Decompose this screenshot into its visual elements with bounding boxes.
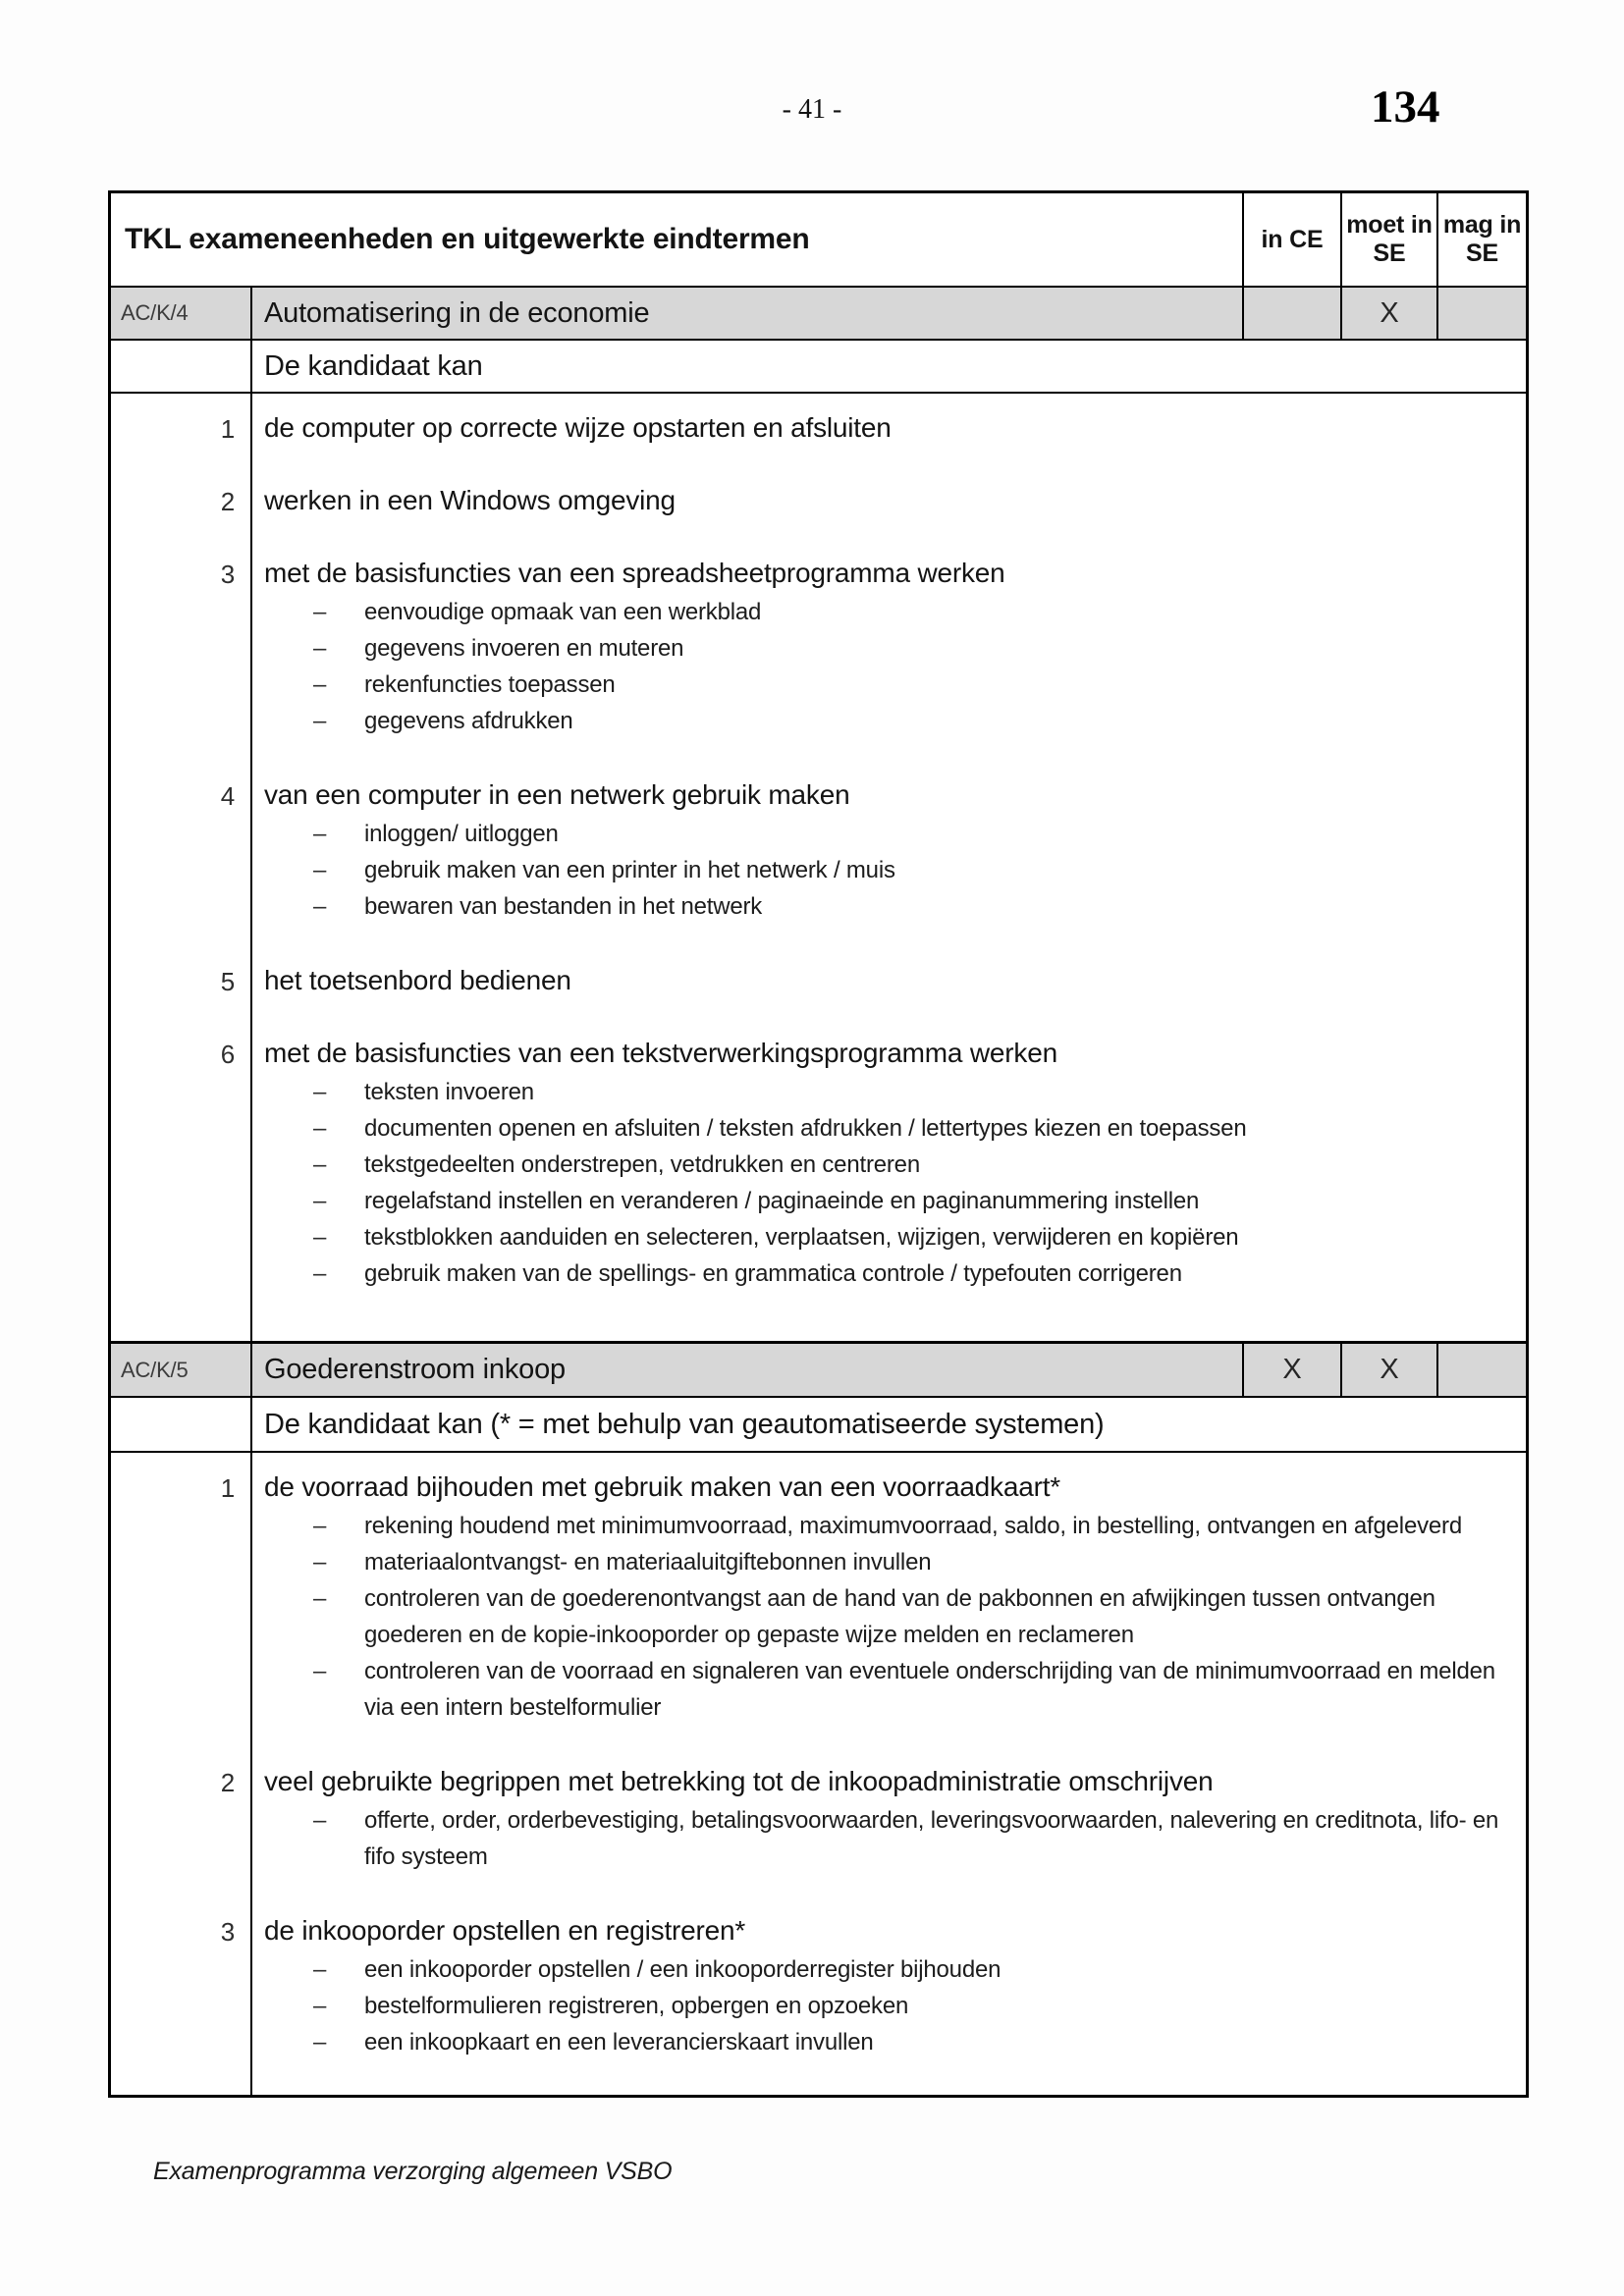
item-text: het toetsenbord bedienen bbox=[264, 965, 571, 995]
item-text: veel gebruikte begrippen met betrekking tot de inkoopadministratie omschrijven bbox=[264, 1766, 1214, 1796]
sub-bullet-text: bestelformulieren registreren, opbergen en opzoeken bbox=[364, 1993, 909, 2019]
sub-bullet bbox=[264, 2024, 1510, 2060]
sub-bullet bbox=[264, 852, 1510, 888]
item-number: 5 bbox=[220, 967, 235, 996]
item-text: van een computer in een netwerk gebruik maken bbox=[264, 779, 850, 810]
eindterm-item bbox=[111, 1765, 1526, 1875]
dash-icon: – bbox=[313, 1079, 327, 1105]
column-header-mag-in-se: mag in SE bbox=[1436, 193, 1526, 286]
item-number: 2 bbox=[220, 487, 235, 516]
sub-bullet bbox=[264, 1988, 1510, 2024]
page-number: - 41 - bbox=[782, 94, 842, 125]
item-text: de voorraad bijhouden met gebruik maken van een voorraadkaart* bbox=[264, 1471, 1061, 1502]
sub-bullet-text: een inkooporder opstellen / een inkooporderregister bijhouden bbox=[364, 1956, 1001, 1983]
eindterm-item bbox=[111, 778, 1526, 925]
dash-icon: – bbox=[313, 857, 327, 883]
sub-bullet-text: offerte, order, orderbevestiging, betalingsvoorwaarden, leveringsvoorwaarden, nalevering en creditnota, lifo- en fifo systeem bbox=[364, 1807, 1499, 1870]
item-number: 6 bbox=[220, 1040, 235, 1069]
sub-bullet bbox=[264, 1074, 1510, 1110]
dash-icon: – bbox=[313, 635, 327, 662]
sub-bullet-text: gegevens afdrukken bbox=[364, 708, 573, 734]
sub-bullet-text: controleren van de voorraad en signaleren van eventuele onderschrijding van de minimumvoorraad en melden via een intern bestelformulier bbox=[364, 1658, 1495, 1721]
sub-bullet-text: rekening houdend met minimumvoorraad, maximumvoorraad, saldo, in bestelling, ontvangen en afgeleverd bbox=[364, 1513, 1462, 1539]
sub-bullet bbox=[264, 703, 1510, 739]
item-number: 3 bbox=[220, 560, 235, 589]
folio-number: 134 bbox=[1371, 81, 1440, 133]
sub-bullet bbox=[264, 1802, 1510, 1875]
dash-icon: – bbox=[313, 1188, 327, 1214]
sub-bullet bbox=[264, 888, 1510, 925]
section-body-ack4 bbox=[111, 394, 1526, 1344]
footer-text: Examenprogramma verzorging algemeen VSBO bbox=[153, 2158, 673, 2185]
sub-bullet-text: documenten openen en afsluiten / teksten afdrukken / lettertypes kiezen en toepassen bbox=[364, 1115, 1247, 1142]
dash-icon: – bbox=[313, 671, 327, 698]
mark-moet-in-se: X bbox=[1340, 1344, 1436, 1396]
mark-moet-in-se: X bbox=[1340, 288, 1436, 339]
sub-bullet-text: gegevens invoeren en muteren bbox=[364, 635, 684, 662]
mark-in-ce bbox=[1242, 288, 1340, 339]
sub-bullet-text: materiaalontvangst- en materiaaluitgiftebonnen invullen bbox=[364, 1549, 932, 1575]
eindterm-item bbox=[111, 411, 1526, 445]
dash-icon: – bbox=[313, 1513, 327, 1539]
sub-bullet bbox=[264, 1580, 1510, 1653]
sub-bullet-text: inloggen/ uitloggen bbox=[364, 821, 559, 847]
item-text: met de basisfuncties van een tekstverwerkingsprogramma werken bbox=[264, 1038, 1057, 1068]
dash-icon: – bbox=[313, 893, 327, 920]
eindterm-item bbox=[111, 557, 1526, 739]
dash-icon: – bbox=[313, 1260, 327, 1287]
sub-bullet bbox=[264, 1219, 1510, 1255]
dash-icon: – bbox=[313, 1151, 327, 1178]
sub-bullet bbox=[264, 1508, 1510, 1544]
sub-bullet-text: een inkoopkaart en een leverancierskaart invullen bbox=[364, 2029, 874, 2056]
section-code: AC/K/5 bbox=[121, 1357, 189, 1382]
dash-icon: – bbox=[313, 1585, 327, 1612]
item-text: de computer op correcte wijze opstarten en afsluiten bbox=[264, 412, 892, 443]
mark-in-ce: X bbox=[1242, 1344, 1340, 1396]
sub-bullet bbox=[264, 630, 1510, 667]
intro-empty-cell bbox=[111, 341, 250, 392]
sub-bullet bbox=[264, 1110, 1510, 1147]
item-text: werken in een Windows omgeving bbox=[264, 485, 676, 515]
dash-icon: – bbox=[313, 708, 327, 734]
section-body-ack5 bbox=[111, 1453, 1526, 2095]
sub-bullet-text: regelafstand instellen en veranderen / paginaeinde en paginanummering instellen bbox=[364, 1188, 1200, 1214]
sub-bullet-text: eenvoudige opmaak van een werkblad bbox=[364, 599, 762, 625]
eindterm-item bbox=[111, 1037, 1526, 1292]
sub-bullet bbox=[264, 816, 1510, 852]
dash-icon: – bbox=[313, 1993, 327, 2019]
sub-bullet-text: tekstgedeelten onderstrepen, vetdrukken en centreren bbox=[364, 1151, 920, 1178]
sub-bullet-text: teksten invoeren bbox=[364, 1079, 534, 1105]
section-row-ack4 bbox=[111, 288, 1526, 341]
dash-icon: – bbox=[313, 2029, 327, 2056]
sub-bullet bbox=[264, 594, 1510, 630]
sub-bullet-text: gebruik maken van een printer in het netwerk / muis bbox=[364, 857, 895, 883]
dash-icon: – bbox=[313, 1224, 327, 1251]
item-number: 1 bbox=[220, 1473, 235, 1503]
dash-icon: – bbox=[313, 1956, 327, 1983]
eindterm-item bbox=[111, 1914, 1526, 2060]
column-header-in-ce: in CE bbox=[1242, 193, 1340, 286]
intro-text: De kandidaat kan (* = met behulp van geautomatiseerde systemen) bbox=[250, 1398, 1526, 1451]
sub-bullet bbox=[264, 1544, 1510, 1580]
dash-icon: – bbox=[313, 599, 327, 625]
dash-icon: – bbox=[313, 1115, 327, 1142]
section-code: AC/K/4 bbox=[121, 300, 189, 325]
item-text: de inkooporder opstellen en registreren* bbox=[264, 1915, 746, 1946]
dash-icon: – bbox=[313, 1807, 327, 1834]
dash-icon: – bbox=[313, 1549, 327, 1575]
section-title: Automatisering in de economie bbox=[250, 288, 1242, 339]
intro-row bbox=[111, 1398, 1526, 1453]
intro-empty-cell bbox=[111, 1398, 250, 1451]
sub-bullet bbox=[264, 1653, 1510, 1726]
dash-icon: – bbox=[313, 821, 327, 847]
intro-text: De kandidaat kan bbox=[250, 341, 1526, 392]
item-number: 1 bbox=[220, 414, 235, 444]
sub-bullet-text: bewaren van bestanden in het netwerk bbox=[364, 893, 763, 920]
item-text: met de basisfuncties van een spreadsheetprogramma werken bbox=[264, 558, 1005, 588]
dash-icon: – bbox=[313, 1658, 327, 1684]
sub-bullet-text: rekenfuncties toepassen bbox=[364, 671, 616, 698]
sub-bullet bbox=[264, 1183, 1510, 1219]
eindterm-item bbox=[111, 1470, 1526, 1726]
sub-bullet bbox=[264, 1147, 1510, 1183]
sub-bullet bbox=[264, 1951, 1510, 1988]
sub-bullet-text: gebruik maken van de spellings- en grammatica controle / typefouten corrigeren bbox=[364, 1260, 1182, 1287]
intro-row bbox=[111, 341, 1526, 394]
table-header-row bbox=[111, 193, 1526, 288]
sub-bullet bbox=[264, 667, 1510, 703]
mark-mag-in-se bbox=[1436, 1344, 1526, 1396]
table-title: TKL exameneenheden en uitgewerkte eindtermen bbox=[125, 223, 810, 255]
sub-bullet-text: controleren van de goederenontvangst aan de hand van de pakbonnen en afwijkingen tussen ontvangen goederen en de kopie-inkooporder op gepaste wijze melden en reclameren bbox=[364, 1585, 1435, 1648]
item-number: 4 bbox=[220, 781, 235, 811]
item-number: 2 bbox=[220, 1768, 235, 1797]
section-row-ack5 bbox=[111, 1344, 1526, 1398]
eindterm-item bbox=[111, 484, 1526, 517]
item-number: 3 bbox=[220, 1917, 235, 1947]
sub-bullet-text: tekstblokken aanduiden en selecteren, verplaatsen, wijzigen, verwijderen en kopiëren bbox=[364, 1224, 1239, 1251]
column-header-moet-in-se: moet in SE bbox=[1340, 193, 1436, 286]
sub-bullet bbox=[264, 1255, 1510, 1292]
section-title: Goederenstroom inkoop bbox=[250, 1344, 1242, 1396]
exam-units-table bbox=[108, 190, 1529, 2098]
eindterm-item bbox=[111, 964, 1526, 997]
mark-mag-in-se bbox=[1436, 288, 1526, 339]
